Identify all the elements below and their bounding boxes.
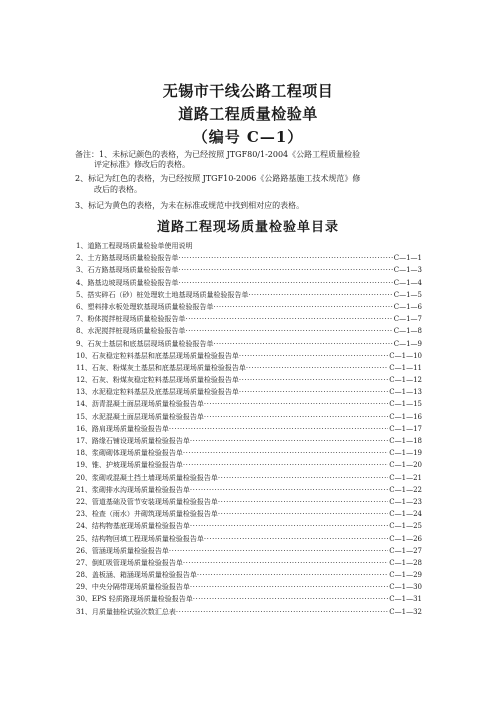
toc-item xyxy=(76,301,422,313)
toc-item-leader xyxy=(204,533,388,545)
toc-item-code: C—1—13 xyxy=(389,388,422,397)
toc-item-code: C—1—20 xyxy=(389,461,422,470)
toc-item-label: 9、石灰土基层和底基层现场质量检验报告单 xyxy=(76,339,214,348)
toc-item-code: C—1—8 xyxy=(393,327,422,336)
toc-item-code: C—1—16 xyxy=(389,412,422,421)
toc-item-leader xyxy=(246,362,388,374)
toc-item-leader xyxy=(213,301,392,313)
note-3-line-1: 3、标记为黄色的表格，为未在标准或规范中找到相对应的表格。 xyxy=(75,201,305,210)
toc-item xyxy=(76,533,422,545)
toc-item-label: 11、石灰、粉煤灰土基层和底基层现场质量检验报告单 xyxy=(76,363,246,372)
toc-item-label: 6、塑料排水板处理软基现场质量检验报告单 xyxy=(76,302,214,311)
toc-item xyxy=(76,386,422,398)
toc-item-code: C—1—25 xyxy=(389,522,422,531)
toc-item xyxy=(76,398,422,410)
toc-item xyxy=(76,484,422,496)
toc-item-label: 17、路缘石铺设现场质量检验报告单 xyxy=(76,437,190,445)
toc-item-label: 3、石方路基现场质量检验报告单 xyxy=(76,266,179,275)
toc-item xyxy=(76,264,422,276)
toc-item-label: 19、锥、护坡现场质量检验报告单 xyxy=(76,461,183,470)
toc-item-label: 7、粉体搅拌桩现场质量检验报告单 xyxy=(76,315,186,324)
note-2-line-1: 2、标记为红色的表格，为已经按照 JTGF10-2006《公路路基施工技术规范》修 xyxy=(75,174,361,183)
toc-item-label: 23、检查（雨水）井砌筑现场质量检验报告单 xyxy=(76,510,218,519)
toc-item-label: 21、浆砌排水沟现场质量检验报告单 xyxy=(76,485,190,494)
toc-item xyxy=(76,411,422,423)
toc-item-label: 22、管道基础及管节安装现场质量检验报告单 xyxy=(76,497,218,506)
toc-item-code: C—1—18 xyxy=(389,437,422,445)
toc-item-leader xyxy=(239,374,388,386)
toc-item-leader xyxy=(218,496,388,508)
toc-item-label: 12、石灰、粉煤灰稳定粒料基层现场质量检验报告单 xyxy=(76,376,239,385)
toc-item xyxy=(76,435,422,447)
toc-item-label: 16、路肩现场质量检验报告单 xyxy=(76,424,169,433)
toc-item-leader xyxy=(183,459,388,471)
toc-list xyxy=(76,240,422,618)
toc-item-code: C—1—9 xyxy=(393,339,422,348)
document-title: 道路工程质量检验单 xyxy=(178,105,318,123)
toc-item-leader xyxy=(190,520,388,532)
toc-item-code: C—1—23 xyxy=(389,497,422,506)
toc-item-leader xyxy=(190,484,388,496)
toc-item-leader xyxy=(239,350,388,362)
toc-item-code: C—1—7 xyxy=(393,315,422,324)
toc-item-label: 18、浆砌砌体现场质量检验报告单 xyxy=(76,449,183,458)
toc-item-label: 25、结构物回填工程现场质量检验报告单 xyxy=(76,534,204,543)
toc-item xyxy=(76,362,422,374)
toc-item xyxy=(76,545,422,557)
toc-item-code: C—1—32 xyxy=(389,607,422,616)
toc-item-leader xyxy=(169,545,388,557)
toc-item-label: 5、搭实碎石（砂）桩处理软土地基现场质量检验报告单 xyxy=(76,290,249,299)
toc-item xyxy=(76,508,422,520)
toc-item-label: 8、水泥搅拌桩现场质量检验报告单 xyxy=(76,327,186,336)
toc-item-leader xyxy=(178,264,392,276)
toc-item-leader xyxy=(185,325,392,337)
toc-item-label: 30、EPS 轻质路现场质量检验报告单 xyxy=(76,595,193,604)
toc-item-code: C—1—17 xyxy=(389,424,422,433)
toc-item-code: C—1—11 xyxy=(389,363,422,372)
note-2-line-2: 改后的表格。 xyxy=(94,185,142,194)
toc-item-label: 13、水泥稳定粒料基层及底基层现场质量检验报告单 xyxy=(76,388,239,397)
toc-item xyxy=(76,240,422,252)
toc-item-label: 29、中央分隔带现场质量检验报告单 xyxy=(76,583,190,592)
toc-item-code: C—1—22 xyxy=(389,485,422,494)
toc-item-code: C—1—3 xyxy=(393,266,422,275)
toc-item-leader xyxy=(193,593,389,605)
toc-item xyxy=(76,593,422,605)
toc-item xyxy=(76,350,422,362)
toc-item-code: C—1—1 xyxy=(393,254,422,263)
toc-item-leader xyxy=(213,338,392,350)
toc-item xyxy=(76,277,422,289)
toc-item-code: C—1—19 xyxy=(389,449,422,458)
project-title: 无锡市干线公路工程项目 xyxy=(162,82,334,100)
toc-item-leader xyxy=(169,423,388,435)
toc-item-code: C—1—6 xyxy=(393,302,422,311)
toc-item-label: 2、土方路基现场质量检验报告单 xyxy=(76,254,179,263)
toc-item-label: 4、路基边坡现场质量检验报告单 xyxy=(76,278,179,287)
toc-item xyxy=(76,496,422,508)
toc-item-code: C—1—31 xyxy=(389,595,422,604)
toc-item-leader xyxy=(178,277,392,289)
toc-item-code: C—1—10 xyxy=(389,351,422,360)
toc-item-leader xyxy=(183,557,388,569)
note-1-line-2: 评定标准》修改后的表格。 xyxy=(94,160,190,169)
note-1-line-1: 备注：1、未标记颜色的表格，为已经按照 JTGF80/1-2004《公路工程质量检验 xyxy=(75,150,361,159)
toc-item-code: C—1—29 xyxy=(389,571,422,580)
toc-item-code: C—1—15 xyxy=(389,400,422,409)
document-number: （编号 C—1） xyxy=(192,128,304,146)
toc-item-leader xyxy=(197,569,388,581)
toc-item xyxy=(76,557,422,569)
toc-item-leader xyxy=(183,447,388,459)
toc-item-label: 31、月质量抽检试验次数汇总表 xyxy=(76,607,176,616)
toc-item xyxy=(76,289,422,301)
toc-item xyxy=(76,472,422,484)
toc-item-label: 26、管涵现场质量检验报告单 xyxy=(76,546,169,555)
toc-item-leader xyxy=(248,289,392,301)
toc-item-leader xyxy=(204,398,388,410)
toc-item-label: 1、道路工程现场质量检验单使用说明 xyxy=(76,242,193,250)
toc-item-leader xyxy=(190,435,388,447)
toc-item-code: C—1—30 xyxy=(389,583,422,592)
toc-item-label: 15、水泥混凝土面层现场质量检验报告单 xyxy=(76,412,204,421)
toc-item-label: 14、沥青混凝土面层现场质量检验报告单 xyxy=(76,400,204,409)
toc-item-code: C—1—21 xyxy=(389,473,422,482)
toc-item-leader xyxy=(218,472,388,484)
toc-item-leader xyxy=(176,606,388,618)
toc-item-label: 10、石灰稳定粒料基层和底基层现场质量检验报告单 xyxy=(76,351,239,360)
toc-item-code: C—1—5 xyxy=(393,290,422,299)
toc-item-leader xyxy=(204,411,388,423)
toc-item-code: C—1—24 xyxy=(389,510,422,519)
toc-item-leader xyxy=(185,313,392,325)
toc-item-code: C—1—28 xyxy=(389,558,422,567)
toc-item xyxy=(76,374,422,386)
toc-item-leader xyxy=(190,581,388,593)
toc-item-label: 28、盖板涵、箱涵现场质量检验报告单 xyxy=(76,571,197,580)
toc-item xyxy=(76,459,422,471)
toc-item-leader xyxy=(239,386,388,398)
toc-item-leader xyxy=(178,252,392,264)
toc-item-code: C—1—26 xyxy=(389,534,422,543)
toc-item-label: 27、倒虹吸管现场质量检验报告单 xyxy=(76,558,183,567)
toc-title: 道路工程现场质量检验单目录 xyxy=(156,220,339,235)
toc-item-label: 24、结构物基底现场质量检验报告单 xyxy=(76,522,190,531)
toc-item-label: 20、浆砌或混凝土挡土墙现场质量检验报告单 xyxy=(76,473,218,482)
toc-item xyxy=(76,447,422,459)
toc-item xyxy=(76,581,422,593)
toc-item xyxy=(76,569,422,581)
toc-item xyxy=(76,606,422,618)
toc-item-code: C—1—12 xyxy=(389,376,422,385)
toc-item-code: C—1—4 xyxy=(393,278,422,287)
toc-item xyxy=(76,325,422,337)
toc-item xyxy=(76,313,422,325)
toc-item xyxy=(76,252,422,264)
toc-item xyxy=(76,520,422,532)
toc-item xyxy=(76,423,422,435)
toc-item-code: C—1—27 xyxy=(389,546,422,555)
toc-item-leader xyxy=(218,508,388,520)
toc-item xyxy=(76,338,422,350)
